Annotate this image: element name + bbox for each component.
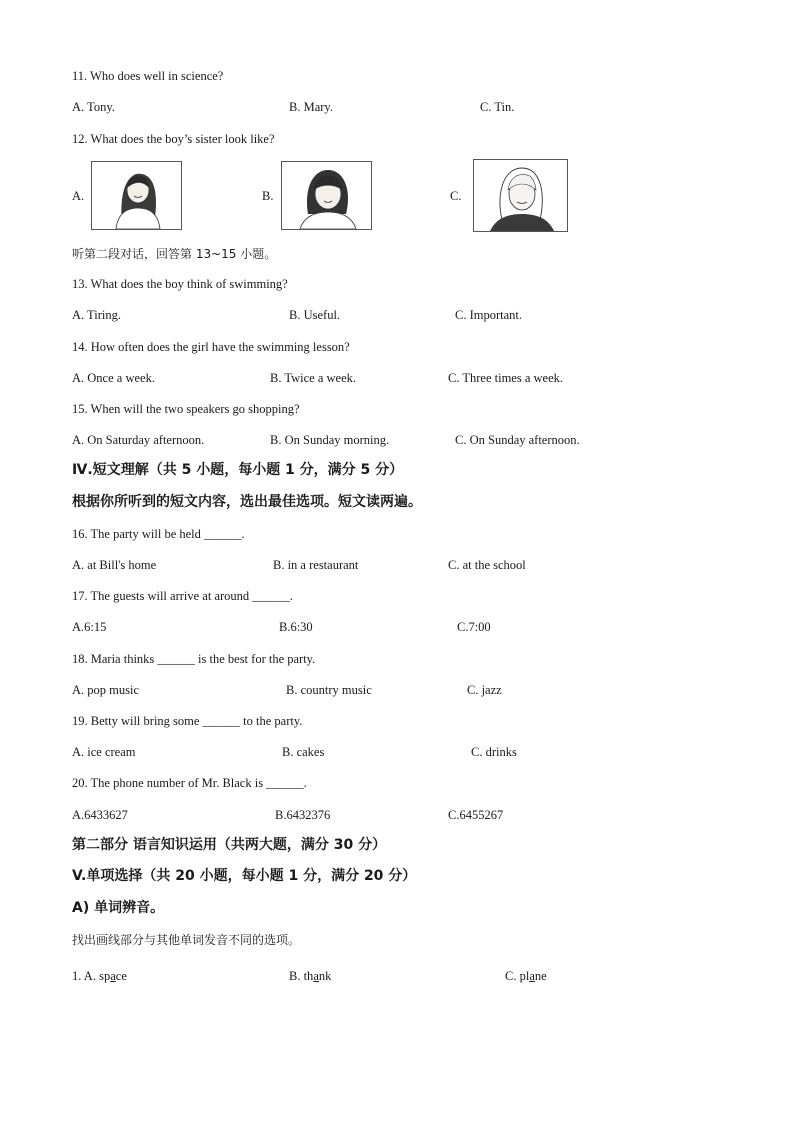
section-4-title: Ⅳ.短文理解（共 5 小题，每小题 1 分，满分 5 分） [72, 462, 404, 478]
sub-section-a-title: A) 单词辨音。 [72, 900, 165, 916]
q17-option-b: B.6:30 [279, 620, 313, 634]
q20-option-c: C.6455267 [448, 808, 504, 822]
q12-stem: 12. What does the boy’s sister look like? [72, 132, 275, 146]
q19-option-b: B. cakes [282, 745, 325, 759]
q15-option-b: B. On Sunday morning. [270, 433, 390, 447]
q14-option-c: C. Three times a week. [448, 371, 564, 385]
q15-stem: 15. When will the two speakers go shopping? [72, 402, 300, 416]
q13-option-c: C. Important. [455, 308, 523, 322]
q13-option-b: B. Useful. [289, 308, 341, 322]
q11-option-a: A. Tony. [72, 100, 115, 114]
q20-stem: 20. The phone number of Mr. Black is ______. [72, 776, 307, 790]
section-5-title: V.单项选择（共 20 小题，每小题 1 分，满分 20 分） [72, 868, 417, 884]
q12-option-c: C. [450, 189, 462, 203]
q14-option-a: A. Once a week. [72, 371, 155, 385]
q17-stem: 17. The guests will arrive at around ______. [72, 589, 293, 603]
q18-option-c: C. jazz [467, 683, 502, 697]
q18-option-a: A. pop music [72, 683, 140, 697]
section-4-instructions: 根据你所听到的短文内容，选出最佳选项。短文读两遍。 [72, 494, 422, 510]
q1-option-a: 1. A. space [72, 969, 127, 983]
girl-short-hair-image [281, 161, 372, 230]
q15-option-a: A. On Saturday afternoon. [72, 433, 205, 447]
q20-option-a: A.6433627 [72, 808, 128, 822]
q14-option-b: B. Twice a week. [270, 371, 357, 385]
girl-long-hair-image [91, 161, 182, 230]
q17-option-a: A.6:15 [72, 620, 107, 634]
sub-section-a-instructions: 找出画线部分与其他单词发音不同的选项。 [72, 933, 301, 947]
q19-stem: 19. Betty will bring some ______ to the party. [72, 714, 303, 728]
q12-option-a: A. [72, 189, 85, 203]
q18-option-b: B. country music [286, 683, 372, 697]
dialogue-two-intro: 听第二段对话，回答第 13~15 小题。 [72, 247, 277, 261]
q19-option-a: A. ice cream [72, 745, 136, 759]
q16-option-c: C. at the school [448, 558, 526, 572]
q16-option-a: A. at Bill's home [72, 558, 157, 572]
q20-option-b: B.6432376 [275, 808, 331, 822]
q12-option-b: B. [262, 189, 274, 203]
q16-stem: 16. The party will be held ______. [72, 527, 245, 541]
q11-option-c: C. Tin. [480, 100, 515, 114]
q1-option-c: C. plane [505, 969, 547, 983]
q15-option-c: C. On Sunday afternoon. [455, 433, 580, 447]
q19-option-c: C. drinks [471, 745, 517, 759]
q11-option-b: B. Mary. [289, 100, 333, 114]
q11-stem: 11. Who does well in science? [72, 69, 224, 83]
q16-option-b: B. in a restaurant [273, 558, 359, 572]
q14-stem: 14. How often does the girl have the swimming lesson? [72, 340, 350, 354]
q13-option-a: A. Tiring. [72, 308, 121, 322]
q18-stem: 18. Maria thinks ______ is the best for the party. [72, 652, 316, 666]
q13-stem: 13. What does the boy think of swimming? [72, 277, 288, 291]
q1-option-b: B. thank [289, 969, 332, 983]
girl-blonde-hair-image [473, 159, 568, 232]
part-two-title: 第二部分 语言知识运用（共两大题，满分 30 分） [72, 837, 387, 853]
q17-option-c: C.7:00 [457, 620, 491, 634]
